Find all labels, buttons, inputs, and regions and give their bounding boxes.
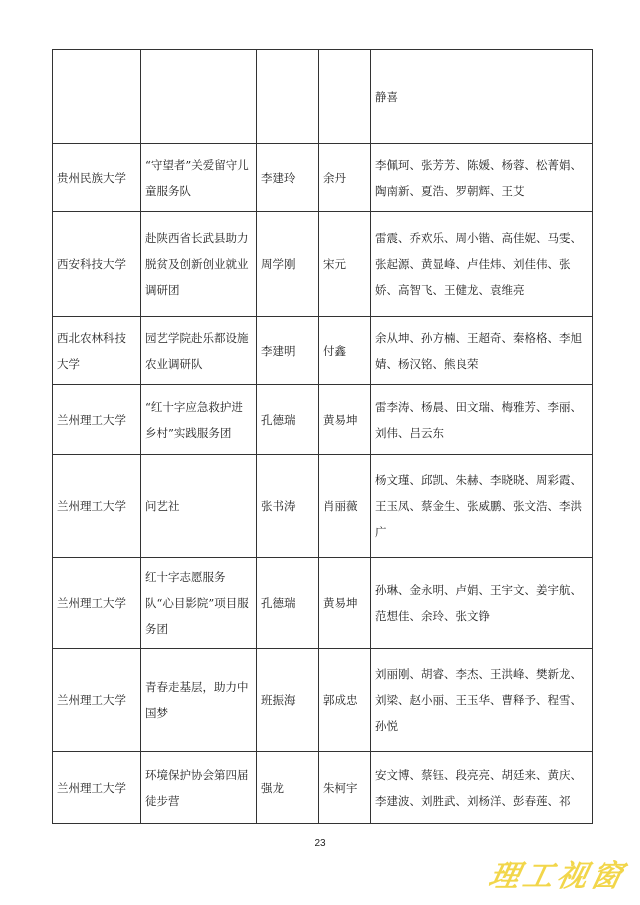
table-row [53,212,593,317]
teacher-cell: 孔德瑞 [257,558,319,649]
members-cell: 孙琳、金永明、卢娟、王宇文、姜宇航、范想佳、余玲、张文铮 [371,558,593,649]
team-list-table [52,49,593,824]
teacher-cell: 张书涛 [257,455,319,558]
leader-cell: 朱柯宇 [319,752,371,824]
members-cell: 雷震、乔欢乐、周小锴、高佳妮、马雯、张起源、黄显峰、卢佳炜、刘佳伟、张娇、高智飞、王健龙、袁维亮 [371,212,593,317]
table-row [53,50,593,144]
team-cell: 红十字志愿服务队“心目影院”项目服务团 [141,558,257,649]
table-row [53,317,593,385]
members-cell: 刘丽刚、胡睿、李杰、王洪峰、樊新龙、刘梁、赵小丽、王玉华、曹释予、程雪、孙悦 [371,649,593,752]
members-cell: 余从坤、孙方楠、王超奇、秦格格、李旭婧、杨汉铭、熊良荣 [371,317,593,385]
leader-cell: 肖丽薇 [319,455,371,558]
leader-cell: 付鑫 [319,317,371,385]
school-cell: 兰州理工大学 [53,455,141,558]
leader-cell: 黄易坤 [319,385,371,455]
watermark-logo: 理工视窗 [485,859,629,894]
table-row [53,144,593,212]
members-cell: 静喜 [371,50,593,144]
teacher-cell: 强龙 [257,752,319,824]
table-row [53,385,593,455]
team-cell: 园艺学院赴乐都设施农业调研队 [141,317,257,385]
table-row [53,558,593,649]
leader-cell: 宋元 [319,212,371,317]
members-cell: 杨文瑾、邱凯、朱赫、李晓晓、周彩霞、王玉凤、蔡金生、张威鹏、张文浩、李洪广 [371,455,593,558]
school-cell: 西安科技大学 [53,212,141,317]
teacher-cell: 孔德瑞 [257,385,319,455]
team-cell [141,50,257,144]
table-row [53,649,593,752]
teacher-cell: 李建玲 [257,144,319,212]
teacher-cell [257,50,319,144]
school-cell: 兰州理工大学 [53,385,141,455]
leader-cell: 余丹 [319,144,371,212]
table-row [53,752,593,824]
teacher-cell: 班振海 [257,649,319,752]
leader-cell: 郭成忠 [319,649,371,752]
school-cell: 兰州理工大学 [53,558,141,649]
teacher-cell: 李建明 [257,317,319,385]
members-cell: 李佩珂、张芳芳、陈媛、杨蓉、松菁娟、陶南新、夏浩、罗朝辉、王艾 [371,144,593,212]
table-body [53,50,593,824]
school-cell: 兰州理工大学 [53,752,141,824]
team-cell: 问艺社 [141,455,257,558]
table-row [53,455,593,558]
team-cell: “守望者”关爱留守儿童服务队 [141,144,257,212]
school-cell: 西北农林科技大学 [53,317,141,385]
team-cell: “红十字应急救护进乡村”实践服务团 [141,385,257,455]
members-cell: 雷李涛、杨晨、田文瑞、梅雅芳、李丽、刘伟、吕云东 [371,385,593,455]
leader-cell [319,50,371,144]
team-cell: 赴陕西省长武县助力脱贫及创新创业就业调研团 [141,212,257,317]
members-cell: 安文博、蔡钰、段亮亮、胡廷来、黄庆、李建波、刘胜武、刘杨洋、彭春莲、祁 [371,752,593,824]
school-cell: 贵州民族大学 [53,144,141,212]
teacher-cell: 周学刚 [257,212,319,317]
school-cell [53,50,141,144]
team-cell: 环境保护协会第四届徒步营 [141,752,257,824]
page-number: 23 [314,838,326,849]
school-cell: 兰州理工大学 [53,649,141,752]
leader-cell: 黄易坤 [319,558,371,649]
team-cell: 青春走基层，助力中国梦 [141,649,257,752]
